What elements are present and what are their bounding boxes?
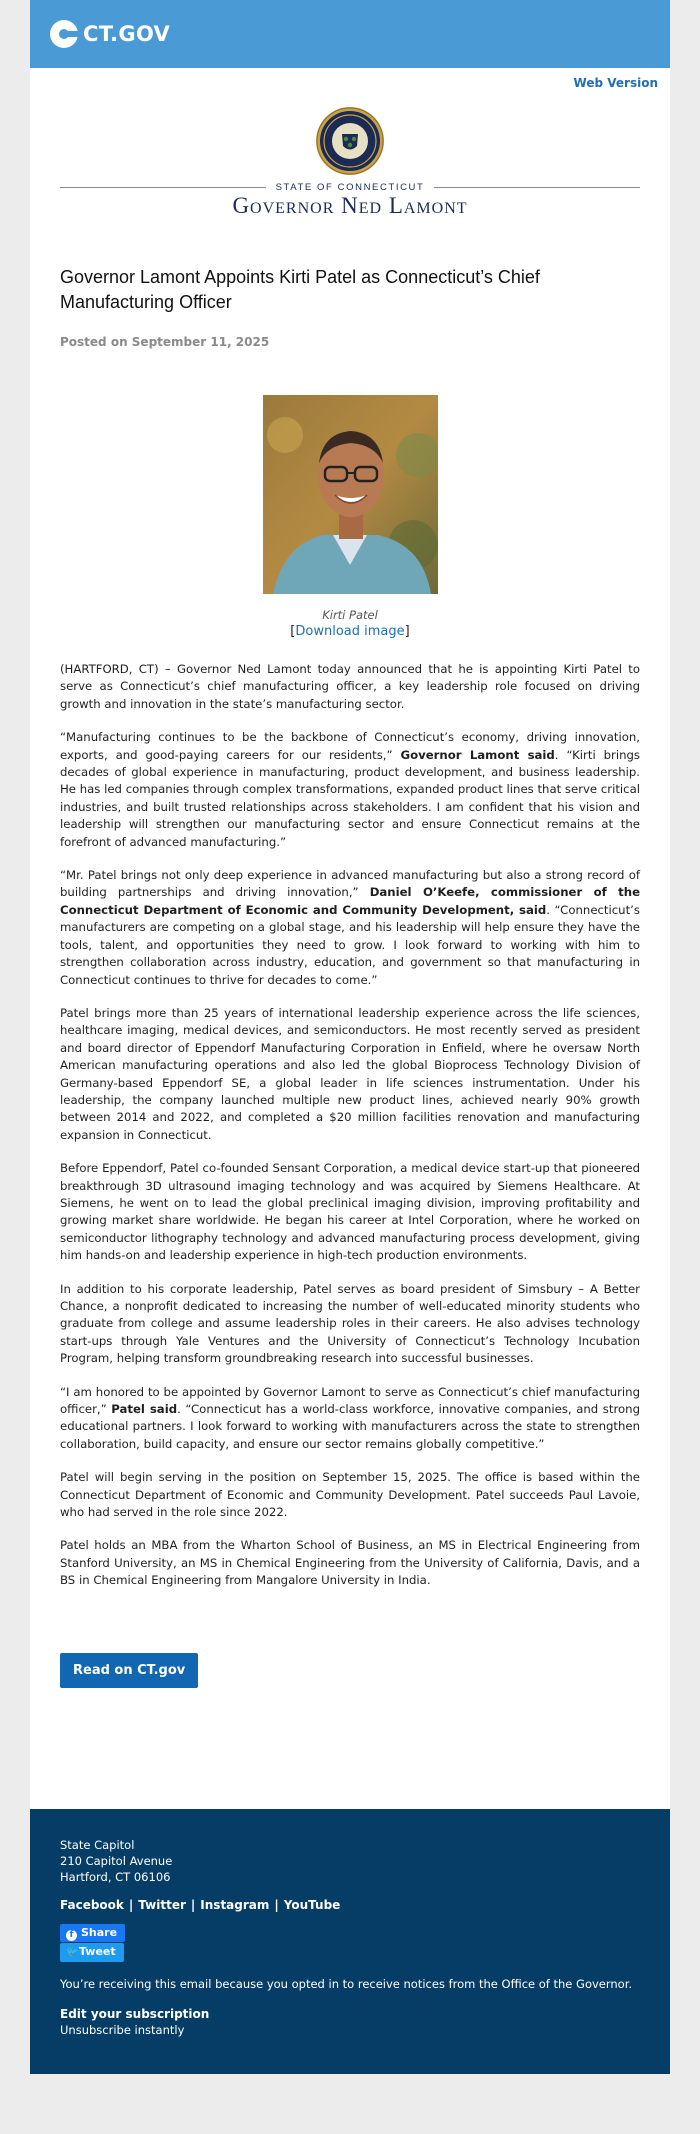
ct-logo-icon bbox=[50, 20, 78, 48]
facebook-share-button[interactable] bbox=[60, 1924, 125, 1942]
paragraph-9: Patel holds an MBA from the Wharton School of Business, an MS in Electrical Engineering from Stanford University, an MS in Chemical Engineering from the University of California, Davis, and a BS in Chemical Engineering from Mangalore University in India. bbox=[60, 1538, 640, 1588]
article-title: Governor Lamont Appoints Kirti Patel as Connecticut’s Chief Manufacturing Officer bbox=[60, 267, 540, 312]
social-separator: | bbox=[274, 1898, 279, 1912]
paragraph-5: Before Eppendorf, Patel co-founded Sensant Corporation, a medical device start-up that pioneered breakthrough 3D ultrasound imaging technology and was acquired by Siemens Healthcare. At Siemens, he went on to lead the global preclinical imaging division, improving profitability and growing market share worldwide. He began his career at Intel Corporation, where he worked on semiconductor lithography technology and advanced manufacturing process development, giving him hands-on and leadership experience in high-tech production environments. bbox=[60, 1161, 640, 1263]
divider-left bbox=[60, 187, 266, 188]
address-line-1: State Capitol bbox=[60, 1838, 135, 1852]
state-label: STATE OF CONNECTICUT bbox=[275, 182, 425, 193]
article-body bbox=[60, 661, 640, 1590]
unsubscribe-link[interactable]: Unsubscribe instantly bbox=[60, 2023, 185, 2037]
address-line-2: 210 Capitol Avenue bbox=[60, 1854, 173, 1868]
p2-rest: . “Kirti brings decades of global experience in manufacturing, product development, and business leadership. He has led companies through complex transformations, expanded product lines that serve critical industries, and built trusted relationships across stakeholders. I am confident that his vision and leadership will strengthen our manufacturing sector and ensure Connecticut remains at the forefront of advanced manufacturing.” bbox=[60, 747, 641, 849]
share-row bbox=[60, 1913, 640, 1942]
tweet-label: Tweet bbox=[79, 1945, 116, 1958]
footer bbox=[30, 1809, 670, 2074]
p7-rest: . “Connecticut has a world-class workforce, innovative companies, and strong educational partners. I look forward to working with manufacturers across the state to strengthen collaboration, build capacity, and ensure our sector remains globally competitive.” bbox=[60, 1402, 640, 1451]
social-separator: | bbox=[190, 1898, 196, 1912]
governor-name bbox=[30, 193, 670, 219]
web-version-row bbox=[30, 68, 670, 90]
paragraph-8: Patel will begin serving in the position on September 15, 2025. The office is based within the Connecticut Department of Economic and Community Development. Patel succeeds Paul Lavoie, who had served in the role since 2022. bbox=[60, 1470, 640, 1520]
social-separator: | bbox=[128, 1898, 134, 1912]
share-label: Share bbox=[81, 1926, 118, 1939]
subscription-notice: You’re receiving this email because you opted in to receive notices from the Office of the Governor. bbox=[60, 1977, 633, 1991]
download-image-link[interactable]: Download image bbox=[295, 624, 405, 639]
paragraph-1: (HARTFORD, CT) – Governor Ned Lamont today announced that he is appointing Kirti Patel to serve as Connecticut’s chief manufacturing officer, a key leadership role focused on driving growth and innovation in the state’s manufacturing sector. bbox=[60, 662, 640, 711]
state-label-row bbox=[60, 182, 640, 193]
instagram-link[interactable]: Instagram bbox=[200, 1898, 270, 1912]
web-version-link[interactable]: Web Version bbox=[573, 76, 658, 90]
tweet-button[interactable] bbox=[60, 1943, 124, 1962]
download-bracket-open: [ bbox=[290, 624, 296, 639]
p3-quote: “Mr. Patel brings not only deep experience in advanced manufacturing but also a strong record of building partnerships and driving innovation,” bbox=[60, 868, 640, 900]
logo-text: CT.GOV bbox=[83, 22, 171, 46]
paragraph-3 bbox=[60, 867, 640, 989]
tweet-row bbox=[60, 1942, 640, 1962]
state-seal-icon bbox=[315, 106, 385, 176]
masthead bbox=[30, 106, 670, 219]
ct-gov-logo[interactable] bbox=[50, 20, 170, 48]
p2-attribution: Governor Lamont said bbox=[400, 747, 555, 762]
youtube-link[interactable]: YouTube bbox=[283, 1898, 341, 1912]
edit-subscription-link[interactable]: Edit your subscription bbox=[60, 2007, 210, 2021]
governor-name-text: Governor Ned Lamont bbox=[232, 193, 468, 218]
p2-quote: “Manufacturing continues to be the backbone of Connecticut’s economy, driving innovation, exports, and good-paying careers for our residents,” bbox=[60, 730, 640, 762]
paragraph-7 bbox=[60, 1384, 640, 1454]
p7-attribution: Patel said bbox=[111, 1402, 178, 1417]
posted-date: Posted on September 11, 2025 bbox=[60, 335, 270, 349]
social-links bbox=[60, 1897, 640, 1913]
paragraph-6: In addition to his corporate leadership, Patel serves as board president of Simsbury – A Better Chance, a nonprofit dedicated to increasing the number of well-educated minority students who graduate from college and assume leadership roles in their careers. He also advises technology start-ups through Yale Ventures and the University of Connecticut’s Technology Incubation Program, helping transform groundbreaking research into successful businesses. bbox=[60, 1281, 640, 1366]
email-container bbox=[30, 0, 670, 2074]
p3-attribution: Daniel O’Keefe, commissioner of the Connecticut Department of Economic and Community Development, said bbox=[60, 885, 641, 917]
p3-rest: . “Connecticut’s manufacturers are competing on a global stage, and his leadership will help ensure they have the tools, talent, and opportunities they need to grow. I look forward to working with him to strengthen collaboration across industry, education, and government so that manufacturing in Connecticut continues to thrive for decades to come.” bbox=[60, 902, 640, 987]
twitter-link[interactable]: Twitter bbox=[138, 1898, 186, 1912]
read-on-ctgov-button[interactable]: Read on CT.gov bbox=[60, 1653, 198, 1688]
portrait-photo bbox=[263, 395, 438, 594]
paragraph-4: Patel brings more than 25 years of international leadership experience across the life sciences, healthcare imaging, medical devices, and semiconductors. He most recently served as president and board director of Eppendorf Manufacturing Corporation in Enfield, where he oversaw North American manufacturing operations and also led the global Bioprocess Technology Division of Germany-based Eppendorf SE, a global leader in life sciences instrumentation. Under his leadership, the company launched multiple new product lines, achieved nearly 90% growth between 2014 and 2022, and completed a $20 million facilities renovation and manufacturing expansion in Connecticut. bbox=[60, 1005, 640, 1142]
paragraph-2 bbox=[60, 729, 640, 851]
download-bracket-close: ] bbox=[404, 624, 410, 639]
divider-right bbox=[434, 187, 640, 188]
top-bar bbox=[30, 0, 670, 68]
footer-address bbox=[60, 1837, 640, 1885]
photo-caption: Kirti Patel bbox=[322, 608, 378, 622]
twitter-bird-icon: 🐦 bbox=[66, 1947, 79, 1958]
facebook-icon: f bbox=[66, 1930, 77, 1941]
download-image-row bbox=[30, 624, 670, 639]
address-line-3: Hartford, CT 06106 bbox=[60, 1870, 171, 1884]
facebook-link[interactable]: Facebook bbox=[60, 1898, 124, 1912]
p7-quote: “I am honored to be appointed by Governor Lamont to serve as Connecticut’s chief manufacturing officer,” bbox=[60, 1384, 640, 1417]
